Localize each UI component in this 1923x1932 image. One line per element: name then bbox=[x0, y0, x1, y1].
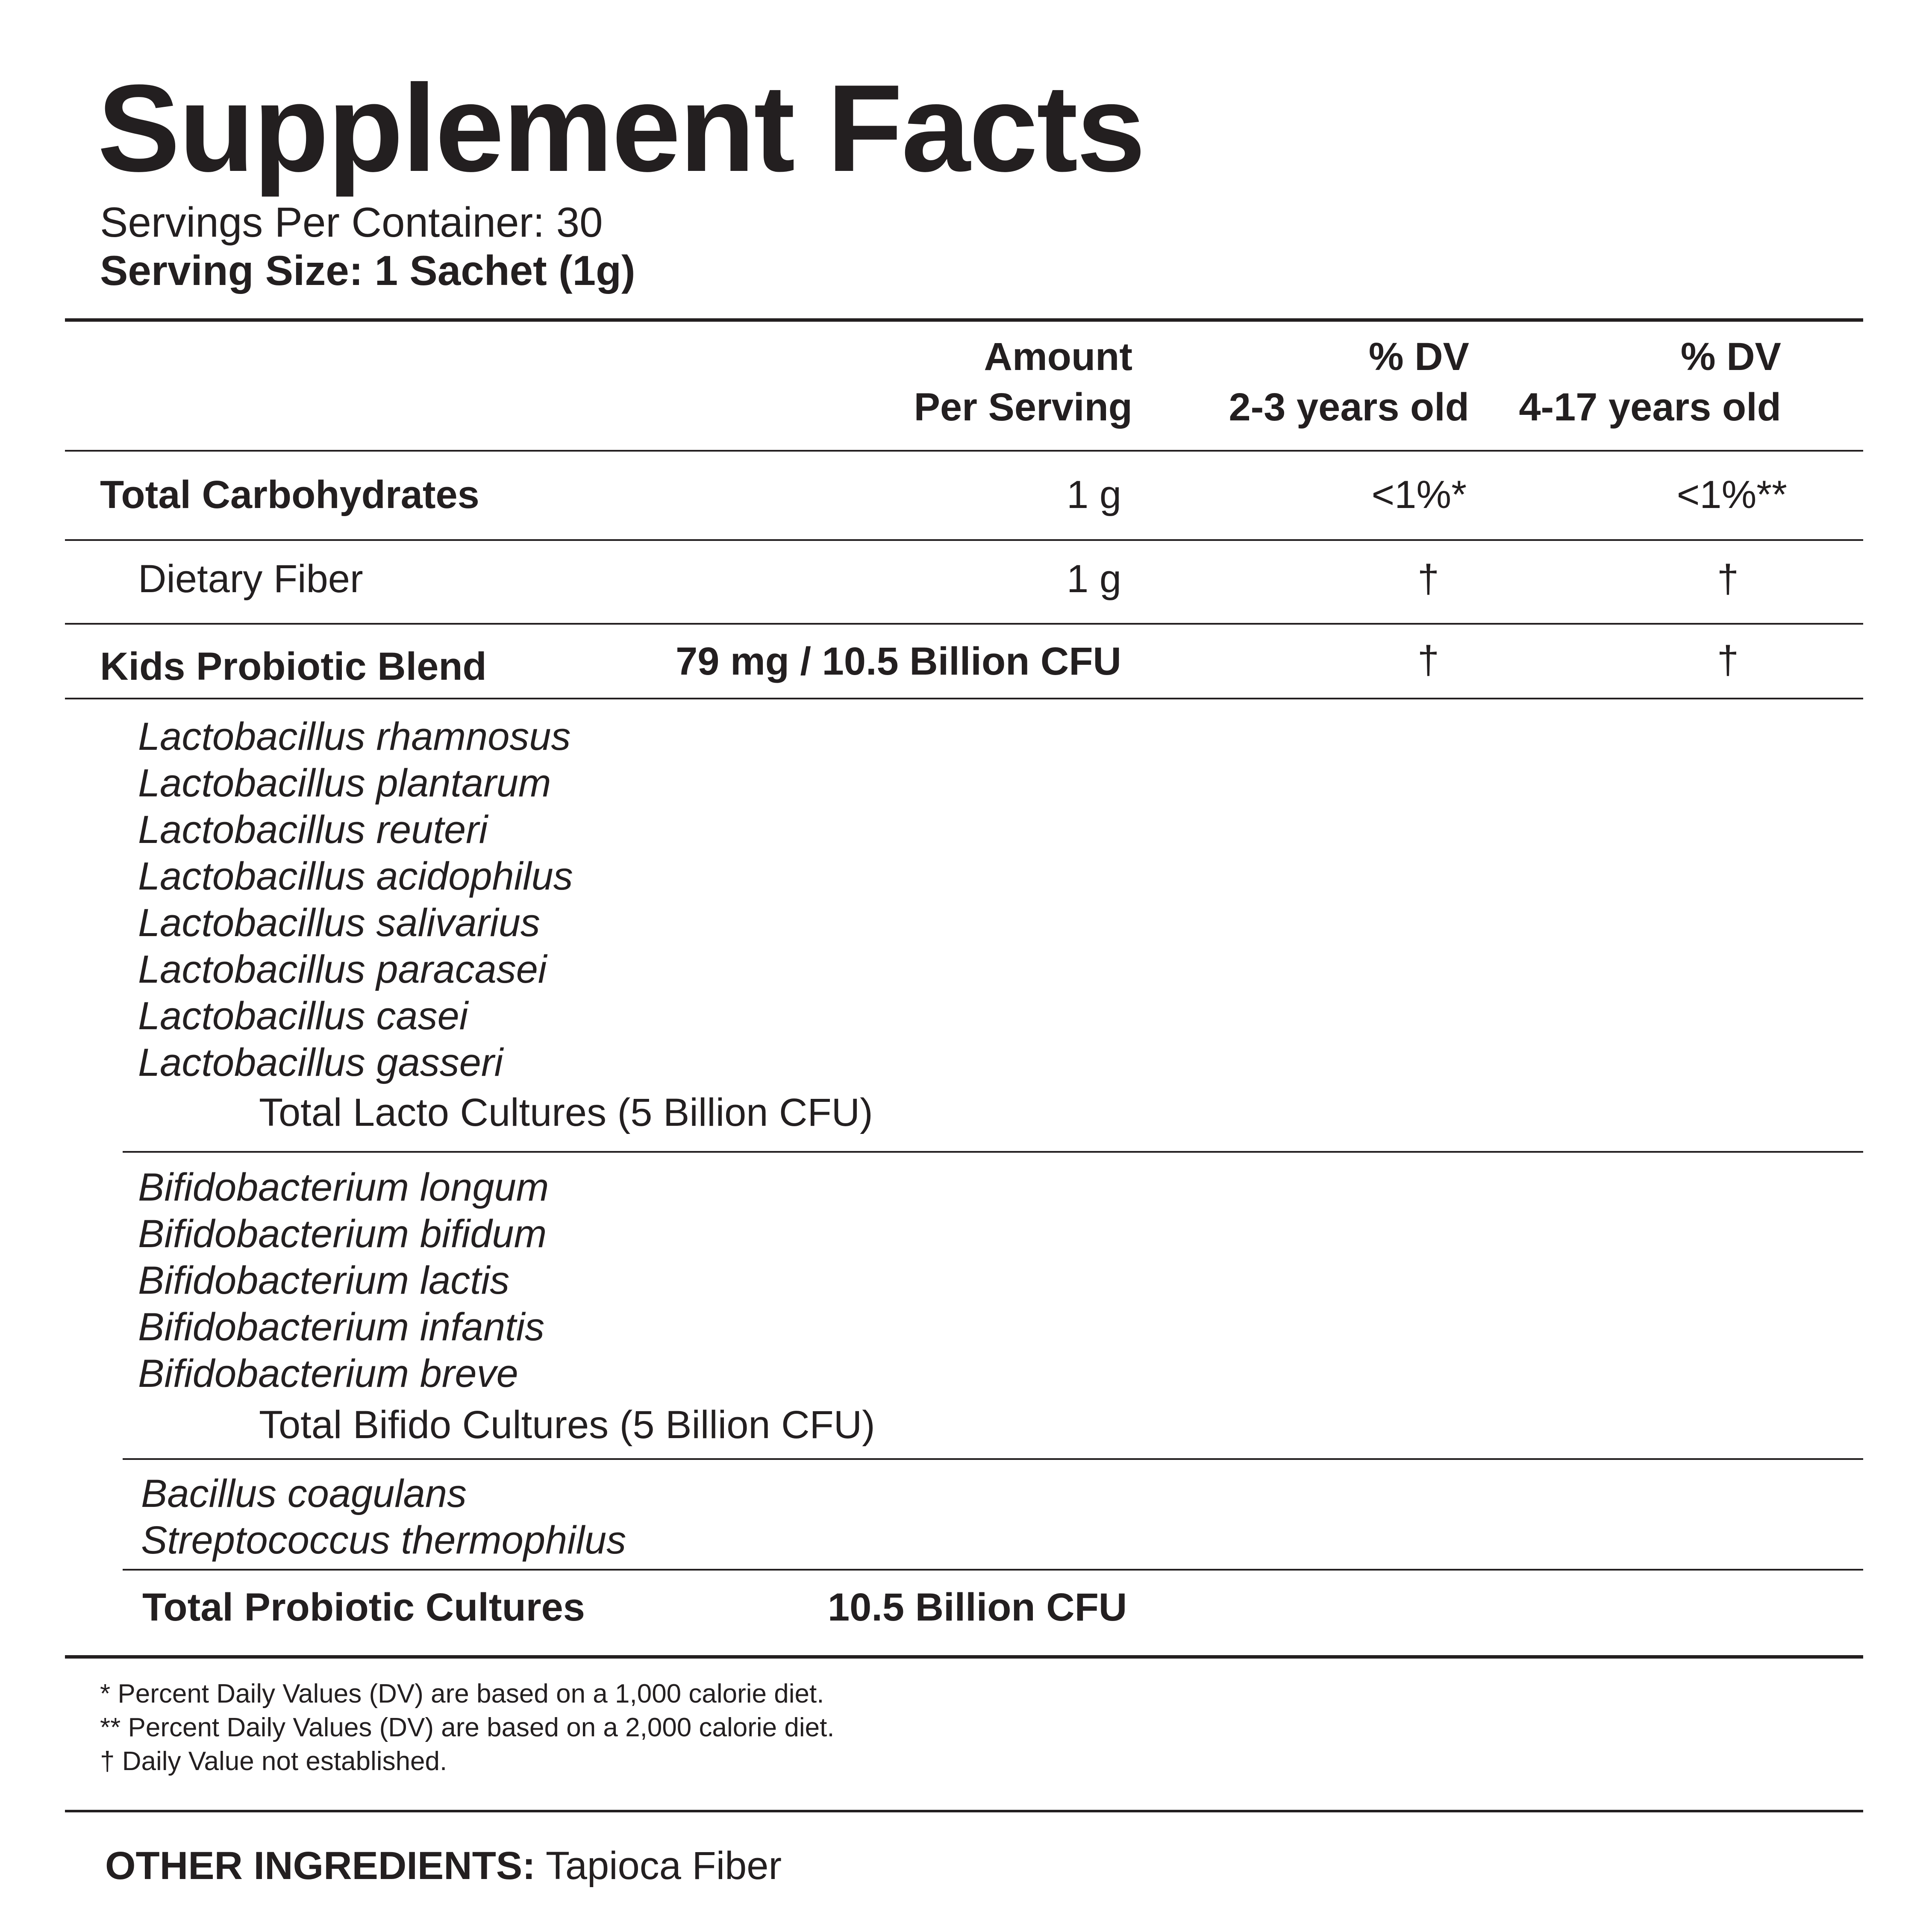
page-title: Supplement Facts bbox=[97, 59, 1144, 197]
divider-header bbox=[65, 450, 1863, 452]
row-fiber-dv-older: † bbox=[1717, 557, 1739, 601]
divider-lacto bbox=[123, 1151, 1863, 1153]
header-amount-line1: Amount bbox=[984, 335, 1132, 379]
strain-bifido: Bifidobacterium lactis bbox=[138, 1259, 510, 1302]
footnote: † Daily Value not established. bbox=[100, 1747, 447, 1776]
servings-per-container: Servings Per Container: 30 bbox=[100, 199, 603, 246]
serving-size: Serving Size: 1 Sachet (1g) bbox=[100, 247, 635, 294]
row-blend-label: Kids Probiotic Blend bbox=[100, 645, 487, 688]
header-dv-older bbox=[1519, 332, 1781, 432]
divider-bifido bbox=[123, 1458, 1863, 1460]
row-blend-amount: 79 mg / 10.5 Billion CFU bbox=[676, 640, 1121, 683]
strain-bifido: Bifidobacterium longum bbox=[138, 1166, 549, 1209]
header-dv-older-line1: % DV bbox=[1680, 335, 1781, 379]
strain-bifido: Bifidobacterium infantis bbox=[138, 1305, 545, 1349]
strain-lacto: Lactobacillus plantarum bbox=[138, 761, 551, 805]
strain-lacto: Lactobacillus rhamnosus bbox=[138, 715, 571, 758]
header-dv-older-line2: 4-17 years old bbox=[1519, 385, 1781, 429]
strain-lacto: Lactobacillus gasseri bbox=[138, 1041, 503, 1084]
strain-bifido: Bifidobacterium bifidum bbox=[138, 1212, 547, 1256]
strain-other: Bacillus coagulans bbox=[141, 1472, 467, 1515]
strain-other: Streptococcus thermophilus bbox=[141, 1518, 626, 1562]
divider-bottom bbox=[65, 1655, 1863, 1659]
row-blend-dv-young: † bbox=[1417, 638, 1439, 682]
row-blend-dv-older: † bbox=[1717, 638, 1739, 682]
footnote: ** Percent Daily Values (DV) are based on a 2,000 calorie diet. bbox=[100, 1713, 835, 1742]
row-fiber-amount: 1 g bbox=[1067, 557, 1121, 601]
total-bifido-cultures: Total Bifido Cultures (5 Billion CFU) bbox=[259, 1403, 875, 1447]
header-dv-young bbox=[1229, 332, 1469, 432]
strain-lacto: Lactobacillus reuteri bbox=[138, 808, 488, 851]
strain-lacto: Lactobacillus paracasei bbox=[138, 948, 547, 991]
divider-fiber bbox=[65, 623, 1863, 625]
other-ingredients-value: Tapioca Fiber bbox=[545, 1844, 782, 1888]
other-ingredients bbox=[105, 1842, 782, 1889]
divider-top bbox=[65, 318, 1863, 322]
row-carbs-dv-young: <1%* bbox=[1371, 473, 1467, 517]
other-ingredients-label: OTHER INGREDIENTS: bbox=[105, 1844, 535, 1888]
strain-lacto: Lactobacillus casei bbox=[138, 994, 468, 1038]
total-probiotic-amount: 10.5 Billion CFU bbox=[828, 1586, 1127, 1629]
row-carbs-label: Total Carbohydrates bbox=[100, 473, 479, 517]
header-dv-young-line1: % DV bbox=[1368, 335, 1469, 379]
footnote: * Percent Daily Values (DV) are based on a 1,000 calorie diet. bbox=[100, 1679, 824, 1709]
total-probiotic-label: Total Probiotic Cultures bbox=[142, 1586, 585, 1629]
strain-bifido: Bifidobacterium breve bbox=[138, 1352, 518, 1395]
row-fiber-dv-young: † bbox=[1417, 557, 1439, 601]
row-fiber-label: Dietary Fiber bbox=[138, 557, 363, 601]
header-amount-line2: Per Serving bbox=[914, 385, 1132, 429]
divider-other-strains bbox=[123, 1569, 1863, 1571]
row-carbs-amount: 1 g bbox=[1067, 473, 1121, 517]
strain-lacto: Lactobacillus acidophilus bbox=[138, 854, 573, 898]
header-dv-young-line2: 2-3 years old bbox=[1229, 385, 1469, 429]
total-lacto-cultures: Total Lacto Cultures (5 Billion CFU) bbox=[259, 1091, 873, 1134]
row-carbs-dv-older: <1%** bbox=[1676, 473, 1787, 517]
divider-footnotes bbox=[65, 1810, 1863, 1812]
strain-lacto: Lactobacillus salivarius bbox=[138, 901, 540, 945]
header-amount bbox=[914, 332, 1132, 432]
divider-blend bbox=[65, 698, 1863, 699]
divider-carbs bbox=[65, 539, 1863, 541]
